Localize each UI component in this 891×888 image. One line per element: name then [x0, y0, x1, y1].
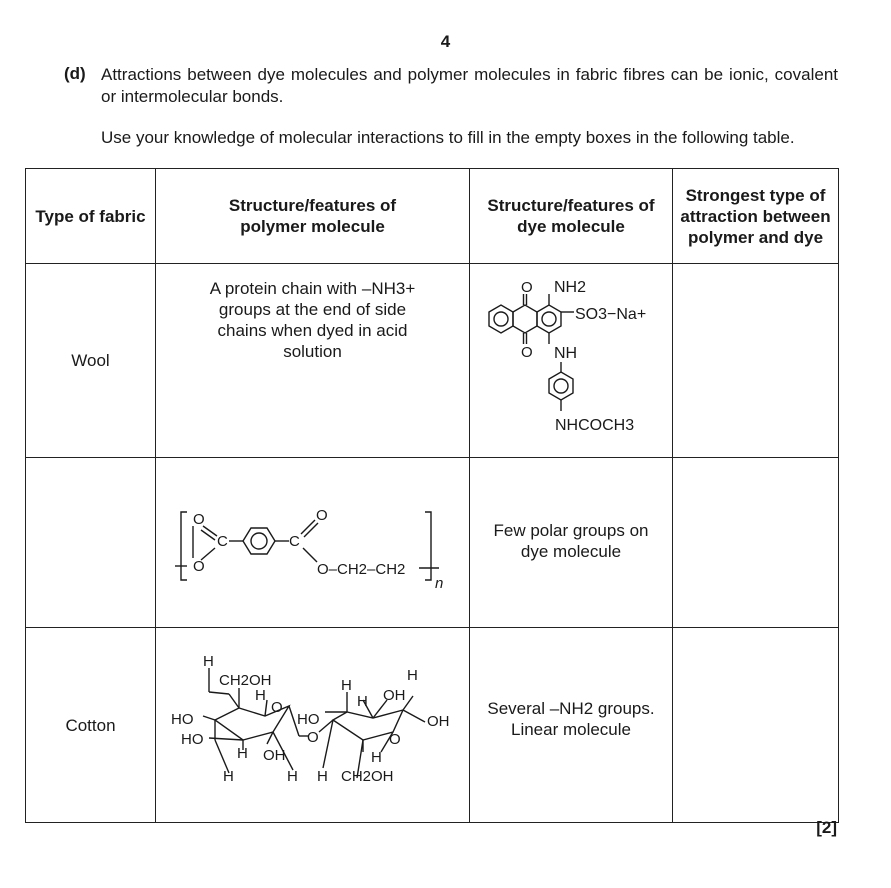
table-row: [26, 264, 839, 458]
carbonyl-carbon-label: C: [289, 533, 300, 550]
polyester-repeat-unit-diagram: [157, 458, 468, 622]
ethylene-glycol-label: O–CH2–CH2: [317, 561, 406, 578]
polymer-structure-cell-cotton: [156, 628, 470, 823]
table-row: [26, 628, 839, 823]
attraction-cell-polyester[interactable]: [673, 458, 839, 628]
hydrogen-label: H: [371, 749, 382, 766]
header-polymer-structure: Structure/features of polymer molecule: [156, 169, 470, 264]
dye-feature-cell-polyester: Few polar groups on dye molecule: [470, 458, 673, 628]
hydrogen-label: H: [407, 667, 418, 684]
amino-group-label: NH2: [554, 279, 587, 296]
question-instruction: Use your knowledge of molecular interactions to fill in the empty boxes in the following table.: [101, 128, 795, 147]
table-header-row: [26, 169, 839, 264]
hydroxyl-label: OH: [383, 687, 406, 704]
hydroxymethyl-label: CH2OH: [341, 768, 394, 785]
hydroxyl-label: HO: [171, 711, 194, 728]
wool-dye-structure-diagram: [471, 264, 671, 452]
ring-oxygen-label: O: [271, 699, 283, 716]
repeat-count-label: n: [435, 575, 444, 592]
fabric-cell-polyester: [26, 458, 156, 628]
question-label: (d): [64, 64, 86, 83]
glycosidic-oxygen-label: O: [307, 729, 319, 746]
fabric-cell-wool: Wool: [26, 264, 156, 458]
polymer-feature-cell-wool: A protein chain with –NH3+ groups at the end of side chains when dyed in acid solution: [156, 264, 470, 458]
page-number: 4: [440, 32, 451, 51]
attraction-cell-cotton[interactable]: [673, 628, 839, 823]
dye-feature-cell-cotton: Several –NH2 groups. Linear molecule: [470, 628, 673, 823]
sulfonate-group-label: SO3−Na+: [575, 306, 647, 323]
hydroxyl-label: OH: [427, 713, 450, 730]
hydrogen-label: H: [237, 745, 248, 762]
cellulose-structure-diagram: [157, 628, 468, 817]
hydroxymethyl-label: CH2OH: [219, 672, 272, 689]
hydroxyl-label: HO: [297, 711, 320, 728]
hydroxyl-label: OH: [263, 747, 286, 764]
carbonyl-carbon-label: C: [217, 533, 228, 550]
hydroxyl-label: HO: [181, 731, 204, 748]
hydrogen-label: H: [255, 687, 266, 704]
header-type-of-fabric: Type of fabric: [26, 169, 156, 264]
answer-table: [25, 168, 839, 823]
marks-allocation: [2]: [816, 818, 837, 837]
polymer-structure-cell-polyester: [156, 458, 470, 628]
oxygen-top-label: O: [521, 279, 533, 296]
imino-link-label: NH: [554, 345, 578, 362]
ring-oxygen-label: O: [389, 731, 401, 748]
hydrogen-label: H: [357, 693, 368, 710]
fabric-cell-cotton: Cotton: [26, 628, 156, 823]
hydrogen-label: H: [203, 653, 214, 670]
hydrogen-label: H: [317, 768, 328, 785]
oxygen-bottom-label: O: [521, 344, 533, 361]
table-row: [26, 458, 839, 628]
ester-oxygen-label: O: [193, 558, 205, 575]
attraction-cell-wool[interactable]: [673, 264, 839, 458]
hydrogen-label: H: [341, 677, 352, 694]
acetamide-group-label: NHCOCH3: [555, 417, 635, 434]
header-dye-structure: Structure/features of dye molecule: [470, 169, 673, 264]
hydrogen-label: H: [287, 768, 298, 785]
question-text: Attractions between dye molecules and polymer molecules in fabric fibres can be ionic, covalent or intermolecular bonds.: [101, 65, 838, 106]
hydrogen-label: H: [223, 768, 234, 785]
dye-structure-cell-wool: [470, 264, 673, 458]
ester-oxygen-label: O: [193, 511, 205, 528]
carbonyl-oxygen-label: O: [316, 507, 328, 524]
header-strongest-attraction: Strongest type of attraction between polymer and dye: [673, 169, 839, 264]
